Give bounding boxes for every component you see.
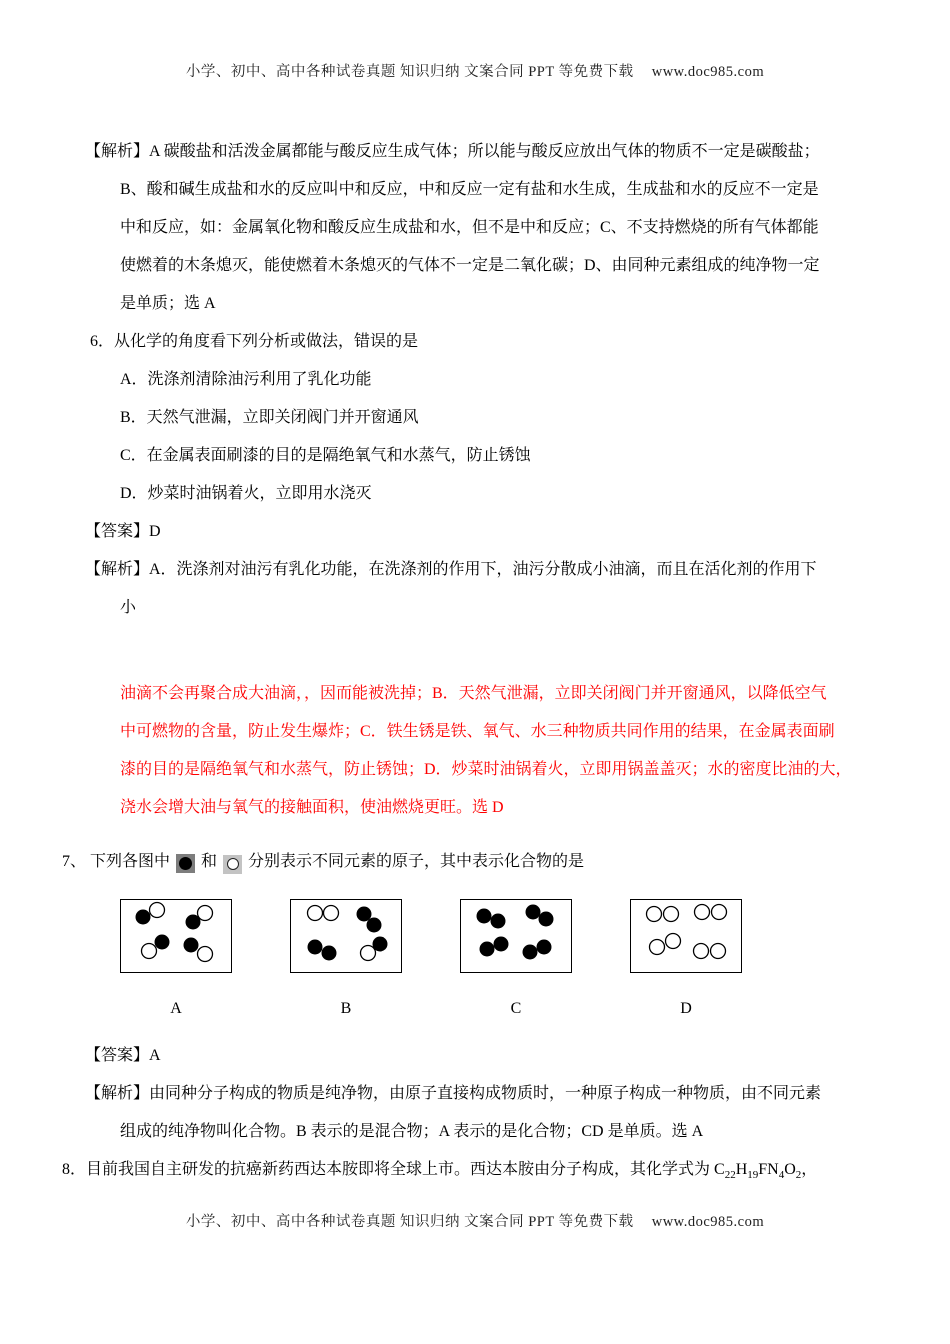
molecule-diagram-a: [120, 899, 232, 973]
molecule-diagram-d-svg: [631, 900, 741, 972]
question-6-option-c: C．在金属表面刷漆的目的是隔绝氧气和水蒸气，防止锈蚀: [120, 447, 531, 464]
question-7-stem-mid: 和: [201, 853, 218, 870]
question-6-analysis-red-line: 中可燃物的含量，防止发生爆炸；C．铁生锈是铁、氧气、水三种物质共同作用的结果，在金属表面刷: [120, 723, 835, 740]
molecule-diagram-c-svg: [461, 900, 571, 972]
footer-watermark-text: 小学、初中、高中各种试卷真题 知识归纳 文案合同 PPT 等免费下载: [185, 1214, 634, 1231]
question-6-analysis-red-block: [85, 675, 868, 827]
white-atom-icon: [223, 855, 242, 874]
diagram-labels: [120, 999, 868, 1019]
formula-element: O: [784, 1161, 796, 1178]
q5-analysis-line: 中和反应，如：金属氧化物和酸反应生成盐和水，但不是中和反应；C、不支持燃烧的所有气体都能: [120, 219, 819, 236]
question-6-analysis-line: 小: [120, 599, 137, 616]
question-6-stem: 6．从化学的角度看下列分析或做法，错误的是: [90, 333, 419, 350]
question-6-option-a: A．洗涤剂清除油污利用了乳化功能: [120, 371, 372, 388]
q5-analysis-line: B、酸和碱生成盐和水的反应叫中和反应，中和反应一定有盐和水生成，生成盐和水的反应不一定是: [120, 181, 819, 198]
molecule-diagram-b: [290, 899, 402, 973]
formula-element: C: [714, 1161, 725, 1178]
q5-analysis-line: 是单质；选 A: [120, 295, 216, 312]
question-6-analysis-line: 【解析】A．洗涤剂对油污有乳化功能，在洗涤剂的作用下，油污分散成小油滴，而且在活化剂的作用下: [85, 561, 817, 578]
molecule-diagram-b-svg: [291, 900, 401, 972]
molecule-diagram-a-svg: [121, 900, 231, 972]
question-6-option-b: B．天然气泄漏，立即关闭阀门并开窗通风: [120, 409, 419, 426]
diagram-label-c: C: [510, 1000, 522, 1017]
black-atom-icon: [176, 854, 195, 873]
question-6-option-d: D．炒菜时油锅着火，立即用水浇灭: [120, 485, 372, 502]
molecule-diagrams: [120, 899, 868, 973]
question-7-analysis-line: 【解析】由同种分子构成的物质是纯净物，由原子直接构成物质时，一种原子构成一种物质，由不同元素: [85, 1085, 822, 1102]
header-watermark: [0, 0, 950, 81]
question-7-stem-prefix: 7、 下列各图中: [62, 853, 171, 870]
formula-subscript: 19: [747, 1169, 759, 1182]
molecule-diagram-d: [630, 899, 742, 973]
question-6-analysis-red-line: 浇水会增大油与氧气的接触面积，使油燃烧更旺。选 D: [120, 799, 504, 816]
formula-subscript: 2: [795, 1169, 802, 1182]
document-content: [62, 133, 868, 1194]
question-7-stem-suffix: 分别表示不同元素的原子，其中表示化合物的是: [248, 853, 585, 870]
question-7-analysis-line: 组成的纯净物叫化合物。B 表示的是混合物；A 表示的是化合物；CD 是单质。选 A: [120, 1123, 704, 1140]
header-watermark-text: 小学、初中、高中各种试卷真题 知识归纳 文案合同 PPT 等免费下载: [185, 64, 634, 80]
formula-element: FN: [758, 1161, 779, 1178]
question-7-stem: [62, 843, 868, 881]
header-watermark-url: www.doc985.com: [651, 64, 765, 80]
white-atom-dot: [227, 858, 239, 870]
question-6-analysis-red-line: 油滴不会再聚合成大油滴，，因而能被洗掉；B．天然气泄漏，立即关闭阀门并开窗通风，以降低空气: [120, 685, 827, 702]
diagram-label-b: B: [340, 1000, 352, 1017]
question-6-analysis-red-line: 漆的目的是隔绝氧气和水蒸气，防止锈蚀；D．炒菜时油锅着火，立即用锅盖盖灭；水的密度比油的大，: [120, 761, 852, 778]
question-8-stem-prefix: 8．目前我国自主研发的抗癌新药西达本胺即将全球上市。西达本胺由分子构成，其化学式为: [62, 1161, 715, 1178]
footer-watermark: [0, 1210, 950, 1231]
footer-watermark-url: www.doc985.com: [651, 1214, 765, 1231]
q5-analysis-line: 【解析】A 碳酸盐和活泼金属都能与酸反应生成气体；所以能与酸反应放出气体的物质不一定是碳酸盐；: [85, 143, 820, 160]
question-8-stem: [62, 1151, 868, 1194]
formula-element: H: [735, 1161, 748, 1178]
diagram-label-a: A: [170, 1000, 182, 1017]
question-7-answer: 【答案】A: [85, 1047, 161, 1064]
q5-analysis-line: 使燃着的木条熄灭，能使燃着木条熄灭的气体不一定是二氧化碳；D、由同种元素组成的纯净物一定: [120, 257, 820, 274]
question-6-answer: 【答案】D: [85, 523, 161, 540]
molecule-diagram-c: [460, 899, 572, 973]
question-8-stem-suffix: ，: [801, 1161, 818, 1178]
diagram-label-d: D: [680, 1000, 692, 1017]
formula-subscript: 4: [778, 1169, 785, 1182]
black-atom-dot: [179, 857, 192, 870]
formula-subscript: 22: [724, 1169, 736, 1182]
chemical-formula: [714, 1161, 802, 1182]
